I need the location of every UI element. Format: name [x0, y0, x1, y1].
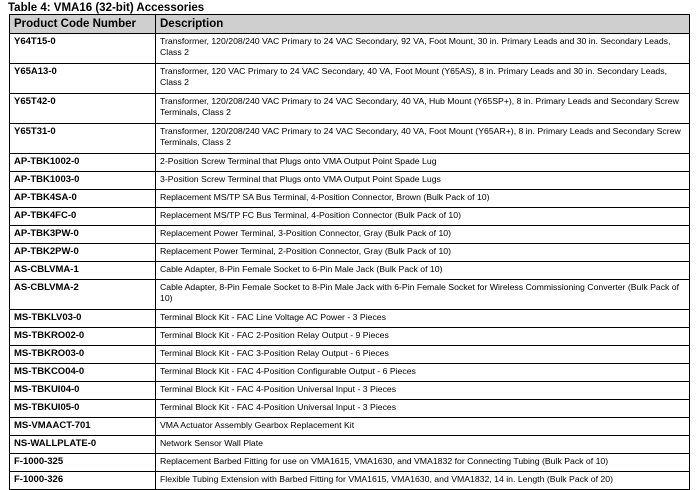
table-row [10, 310, 690, 328]
description-cell: Terminal Block Kit - FAC 4-Position Universal Input - 3 Pieces [156, 382, 690, 400]
table-row [10, 346, 690, 364]
column-header-product-code: Product Code Number [10, 15, 156, 34]
description-cell: Terminal Block Kit - FAC 4-Position Universal Input - 3 Pieces [156, 400, 690, 418]
product-code-cell: NS-WALLPLATE-0 [10, 436, 156, 454]
product-code-cell: AP-TBK1002-0 [10, 154, 156, 172]
product-code-cell: Y65A13-0 [10, 64, 156, 94]
table-row [10, 64, 690, 94]
description-cell: Network Sensor Wall Plate [156, 436, 690, 454]
table-row [10, 436, 690, 454]
description-cell: Transformer, 120/208/240 VAC Primary to 24 VAC Secondary, 40 VA, Foot Mount (Y65AR+), 8 in. Primary Leads and Secondary Screw Terminals, Class 2 [156, 124, 690, 154]
product-code-cell: F-1000-325 [10, 454, 156, 472]
description-cell: Replacement MS/TP SA Bus Terminal, 4-Position Connector, Brown (Bulk Pack of 10) [156, 190, 690, 208]
table-row [10, 226, 690, 244]
description-cell: Terminal Block Kit - FAC 3-Position Relay Output - 6 Pieces [156, 346, 690, 364]
product-code-cell: MS-TBKRO03-0 [10, 346, 156, 364]
description-cell: Flexible Tubing Extension with Barbed Fitting for VMA1615, VMA1630, and VMA1832, 14 in. Length (Bulk Pack of 20) [156, 472, 690, 490]
product-code-cell: AP-TBK2PW-0 [10, 244, 156, 262]
table-row [10, 400, 690, 418]
table-row [10, 154, 690, 172]
column-header-description: Description [156, 15, 690, 34]
product-code-cell: Y64T15-0 [10, 34, 156, 64]
product-code-cell: AP-TBK4FC-0 [10, 208, 156, 226]
product-code-cell: MS-VMAACT-701 [10, 418, 156, 436]
description-cell: Terminal Block Kit - FAC 4-Position Configurable Output - 6 Pieces [156, 364, 690, 382]
description-cell: Cable Adapter, 8-Pin Female Socket to 8-Pin Male Jack with 6-Pin Female Socket for Wireless Commissioning Converter (Bulk Pack of 10) [156, 280, 690, 310]
description-cell: Replacement MS/TP FC Bus Terminal, 4-Position Connector (Bulk Pack of 10) [156, 208, 690, 226]
table-header-row [10, 15, 690, 34]
table-row [10, 190, 690, 208]
product-code-cell: MS-TBKCO04-0 [10, 364, 156, 382]
description-cell: Transformer, 120/208/240 VAC Primary to 24 VAC Secondary, 92 VA, Foot Mount, 30 in. Primary Leads and 30 in. Secondary Leads, Class 2 [156, 34, 690, 64]
description-cell: 3-Position Screw Terminal that Plugs onto VMA Output Point Spade Lugs [156, 172, 690, 190]
product-code-cell: MS-TBKLV03-0 [10, 310, 156, 328]
description-cell: 2-Position Screw Terminal that Plugs onto VMA Output Point Spade Lug [156, 154, 690, 172]
table-row [10, 208, 690, 226]
product-code-cell: MS-TBKUI05-0 [10, 400, 156, 418]
product-code-cell: Y65T31-0 [10, 124, 156, 154]
product-code-cell: MS-TBKUI04-0 [10, 382, 156, 400]
description-cell: Transformer, 120 VAC Primary to 24 VAC Secondary, 40 VA, Foot Mount (Y65AS), 8 in. Primary Leads and 30 in. Secondary Leads, Class 2 [156, 64, 690, 94]
description-cell: VMA Actuator Assembly Gearbox Replacement Kit [156, 418, 690, 436]
product-code-cell: AP-TBK1003-0 [10, 172, 156, 190]
table-row [10, 328, 690, 346]
description-cell: Cable Adapter, 8-Pin Female Socket to 6-Pin Male Jack (Bulk Pack of 10) [156, 262, 690, 280]
table-row [10, 262, 690, 280]
product-code-cell: AS-CBLVMA-1 [10, 262, 156, 280]
product-code-cell: AP-TBK4SA-0 [10, 190, 156, 208]
product-code-cell: F-1000-326 [10, 472, 156, 490]
description-cell: Replacement Barbed Fitting for use on VMA1615, VMA1630, and VMA1832 for Connecting Tubing (Bulk Pack of 10) [156, 454, 690, 472]
description-cell: Replacement Power Terminal, 3-Position Connector, Gray (Bulk Pack of 10) [156, 226, 690, 244]
product-code-cell: MS-TBKRO02-0 [10, 328, 156, 346]
product-code-cell: AS-CBLVMA-2 [10, 280, 156, 310]
product-code-cell: AP-TBK3PW-0 [10, 226, 156, 244]
description-cell: Replacement Power Terminal, 2-Position Connector, Gray (Bulk Pack of 10) [156, 244, 690, 262]
description-cell: Terminal Block Kit - FAC 2-Position Relay Output - 9 Pieces [156, 328, 690, 346]
table-row [10, 382, 690, 400]
table-row [10, 124, 690, 154]
table-row [10, 94, 690, 124]
accessories-table [9, 14, 690, 490]
table-row [10, 454, 690, 472]
table-row [10, 472, 690, 490]
description-cell: Transformer, 120/208/240 VAC Primary to 24 VAC Secondary, 40 VA, Hub Mount (Y65SP+), 8 in. Primary Leads and Secondary Screw Terminals, Class 2 [156, 94, 690, 124]
table-row [10, 418, 690, 436]
description-cell: Terminal Block Kit - FAC Line Voltage AC Power - 3 Pieces [156, 310, 690, 328]
table-row [10, 172, 690, 190]
table-row [10, 364, 690, 382]
product-code-cell: Y65T42-0 [10, 94, 156, 124]
table-row [10, 34, 690, 64]
table-row [10, 244, 690, 262]
table-row [10, 280, 690, 310]
table-caption: Table 4: VMA16 (32-bit) Accessories [8, 2, 205, 14]
